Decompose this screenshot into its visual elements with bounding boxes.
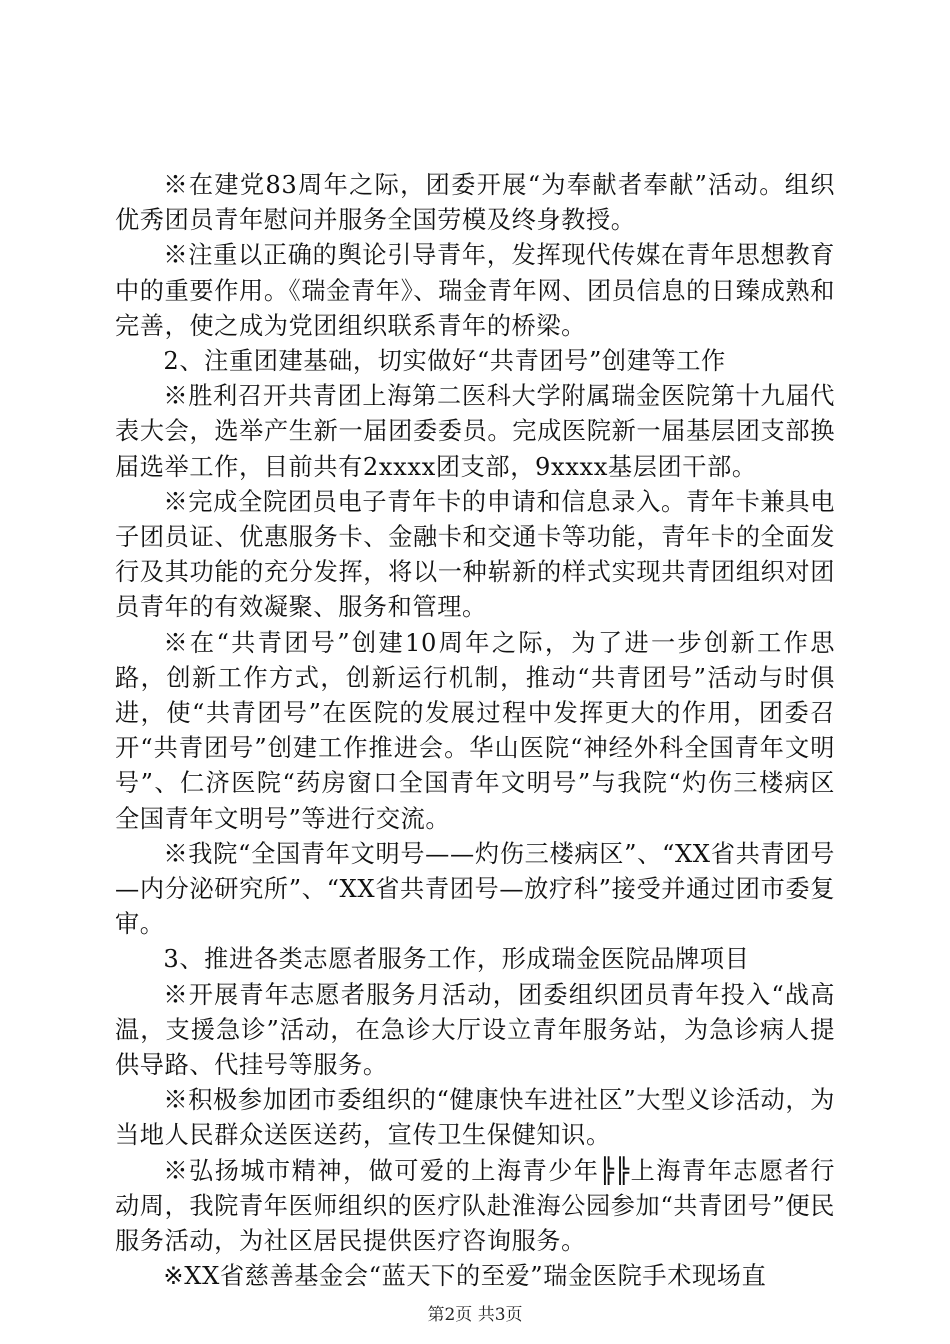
paragraph-congress-election: ※胜利召开共青团上海第二医科大学附属瑞金医院第十九届代表大会，选举产生新一届团委委员。完成医院新一届基层团支部换届选举工作，目前共有2xxxx团支部，9xxxx基层团干部。 [115,382,835,481]
paragraph-youth-card: ※完成全院团员电子青年卡的申请和信息录入。青年卡兼具电子团员证、优惠服务卡、金融卡和交通卡等功能，青年卡的全面发行及其功能的充分发挥，将以一种崭新的样式实现共青团组织对团员青年的有效凝聚、服务和管理。 [115,487,835,622]
paragraph-volunteer-month: ※开展青年志愿者服务月活动，团委组织团员青年投入“战高温，支援急诊”活动，在急诊大厅设立青年服务站，为急诊病人提供导路、代挂号等服务。 [115,980,835,1080]
paragraph-review-passed: ※我院“全国青年文明号——灼伤三楼病区”、“XX省共青团号—内分泌研究所”、“XX省共青团号—放疗科”接受并通过团市委复审。 [115,839,835,939]
paragraph-charity-foundation: ※XX省慈善基金会“蓝天下的至爱”瑞金医院手术现场直 [163,1262,767,1291]
section-heading-league-building: 2、注重团建基础，切实做好“共青团号”创建等工作 [163,347,726,376]
page-number-footer: 第2页 共3页 [427,1305,523,1325]
paragraph-anniversary-activity: ※在建党83周年之际，团委开展“为奉献者奉献”活动。组织优秀团员青年慰问并服务全国劳模及终身教授。 [115,171,835,235]
paragraph-city-spirit: ※弘扬城市精神，做可爱的上海青少年╠╠上海青年志愿者行动周，我院青年医师组织的医疗队赴淮海公园参加“共青团号”便民服务活动，为社区居民提供医疗咨询服务。 [115,1156,835,1256]
paragraph-media-guidance: ※注重以正确的舆论引导青年，发挥现代传媒在青年思想教育中的重要作用。《瑞金青年》、瑞金青年网、团员信息的日臻成熟和完善，使之成为党团组织联系青年的桥梁。 [115,241,835,340]
document-body [115,168,835,1295]
paragraph-league-title-promotion: ※在“共青团号”创建10周年之际，为了进一步创新工作思路，创新工作方式，创新运行机制，推动“共青团号”活动与时俱进，使“共青团号”在医院的发展过程中发挥更大的作用，团委召开“共青团号”创建工作推进会。华山医院“神经外科全国青年文明号”、仁济医院“药房窗口全国青年文明号”与我院“灼伤三楼病区全国青年文明号”等进行交流。 [115,628,835,833]
section-heading-volunteer-service: 3、推进各类志愿者服务工作，形成瑞金医院品牌项目 [163,945,750,974]
paragraph-health-express: ※积极参加团市委组织的“健康快车进社区”大型义诊活动，为当地人民群众送医送药，宣传卫生保健知识。 [115,1086,835,1150]
